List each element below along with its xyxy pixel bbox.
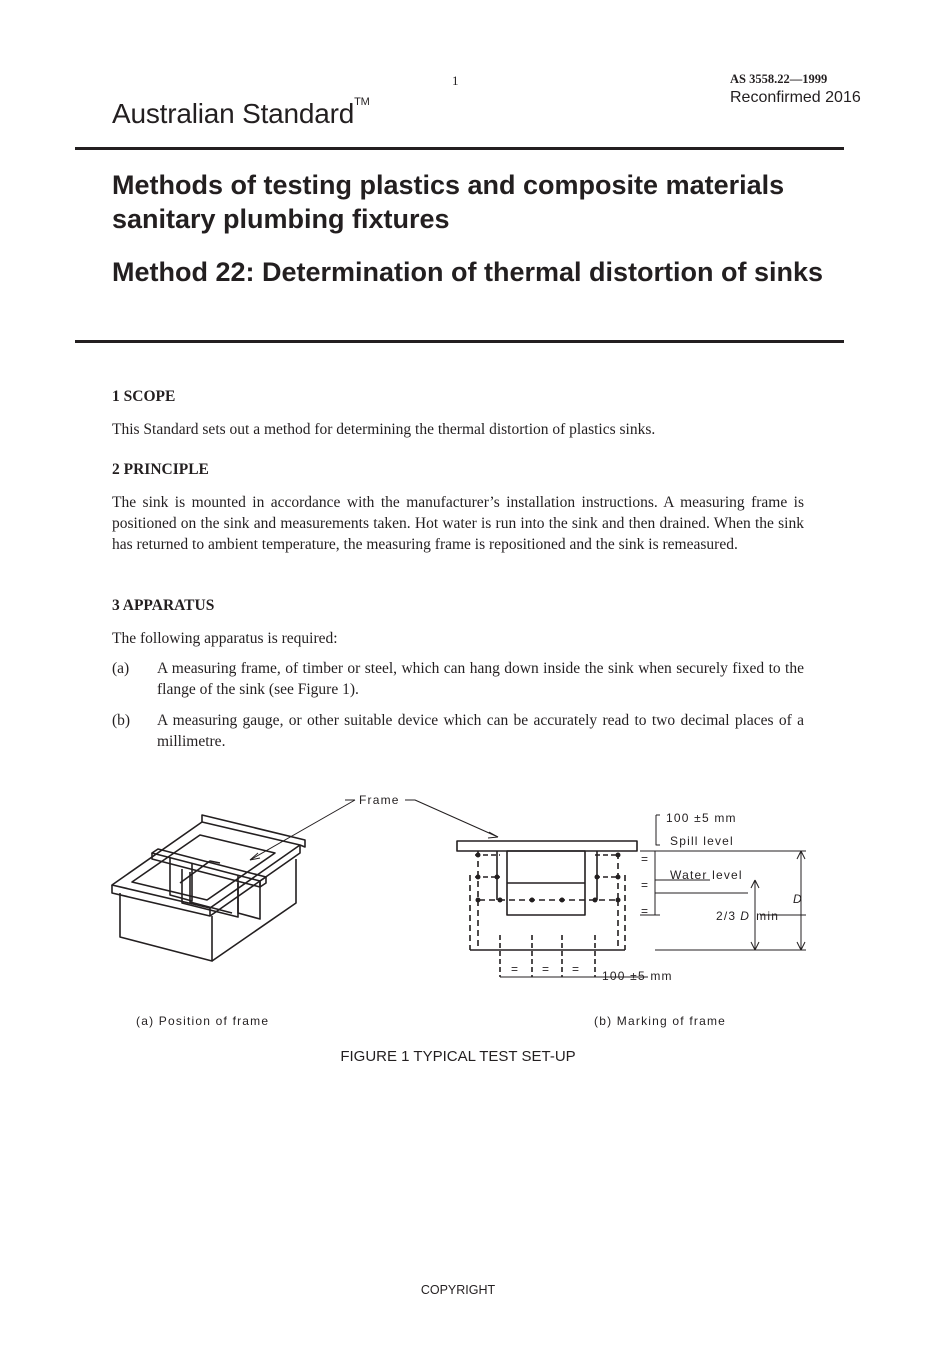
list-item-text: A measuring gauge, or other suitable device which can be accurately read to two decimal places of a millimetre. (157, 712, 804, 750)
equal-mark: = (641, 904, 650, 918)
method-title: Method 22: Determination of thermal distortion of sinks (112, 257, 824, 287)
principle-body: The sink is mounted in accordance with the manufacturer’s installation instructions. A measuring frame is positioned on the sink and measurements taken. Hot water is run into the sink and then drained. When the sink has returned to ambient temperature, the measuring frame is repositioned and the sink is remeasured. (112, 494, 804, 553)
two-thirds-prefix: 2/3 (716, 909, 737, 923)
list-item-label: (b) (112, 712, 131, 729)
standard-number: AS 3558.22—1999 (730, 72, 828, 86)
brand-name: Australian Standard (112, 98, 355, 129)
equal-mark: = (542, 962, 551, 976)
water-level-label: Water level (670, 868, 743, 882)
reconfirmed-note: Reconfirmed 2016 (730, 89, 861, 106)
copyright-footer: COPYRIGHT (420, 1283, 496, 1297)
figure-typical-test-setup (100, 785, 820, 1035)
spill-level-label: Spill level (670, 834, 734, 848)
two-thirds-suffix: min (756, 909, 780, 923)
top-rule (75, 147, 844, 150)
trademark-mark: TM (354, 96, 370, 108)
equal-mark: = (572, 962, 581, 976)
document-title: Methods of testing plastics and composite materials sanitary plumbing fixtures (112, 170, 785, 234)
equal-mark: = (511, 962, 520, 976)
two-thirds-d: D (740, 909, 751, 923)
list-item (112, 710, 804, 752)
figure-caption: FIGURE 1 TYPICAL TEST SET-UP (340, 1048, 576, 1065)
frame-label: Frame (359, 793, 400, 807)
equal-mark: = (641, 878, 650, 892)
list-item-text: A measuring frame, of timber or steel, which can hang down inside the sink when securely fixed to the flange of the sink (see Figure 1). (157, 660, 804, 698)
equal-mark: = (641, 852, 650, 866)
page-number: 1 (452, 73, 459, 88)
bottom-rule (75, 340, 844, 343)
dim-top-label: 100 ±5 mm (666, 811, 737, 825)
sink-drawing (112, 815, 305, 961)
subcaption-b: (b) Marking of frame (594, 1014, 727, 1028)
apparatus-intro: The following apparatus is required: (112, 630, 338, 647)
list-item (112, 658, 804, 700)
brand-title (112, 98, 370, 130)
d-label: D (793, 892, 803, 906)
two-thirds-label (716, 909, 779, 923)
principle-heading: 2 PRINCIPLE (112, 461, 209, 478)
dim-bottom-label: 100 ±5 mm (602, 969, 673, 983)
scope-body: This Standard sets out a method for determining the thermal distortion of plastics sinks. (112, 421, 656, 438)
frame-elevation (457, 815, 806, 977)
list-item-label: (a) (112, 660, 130, 677)
scope-heading: 1 SCOPE (112, 388, 176, 405)
subcaption-a: (a) Position of frame (136, 1014, 270, 1028)
apparatus-heading: 3 APPARATUS (112, 597, 215, 614)
